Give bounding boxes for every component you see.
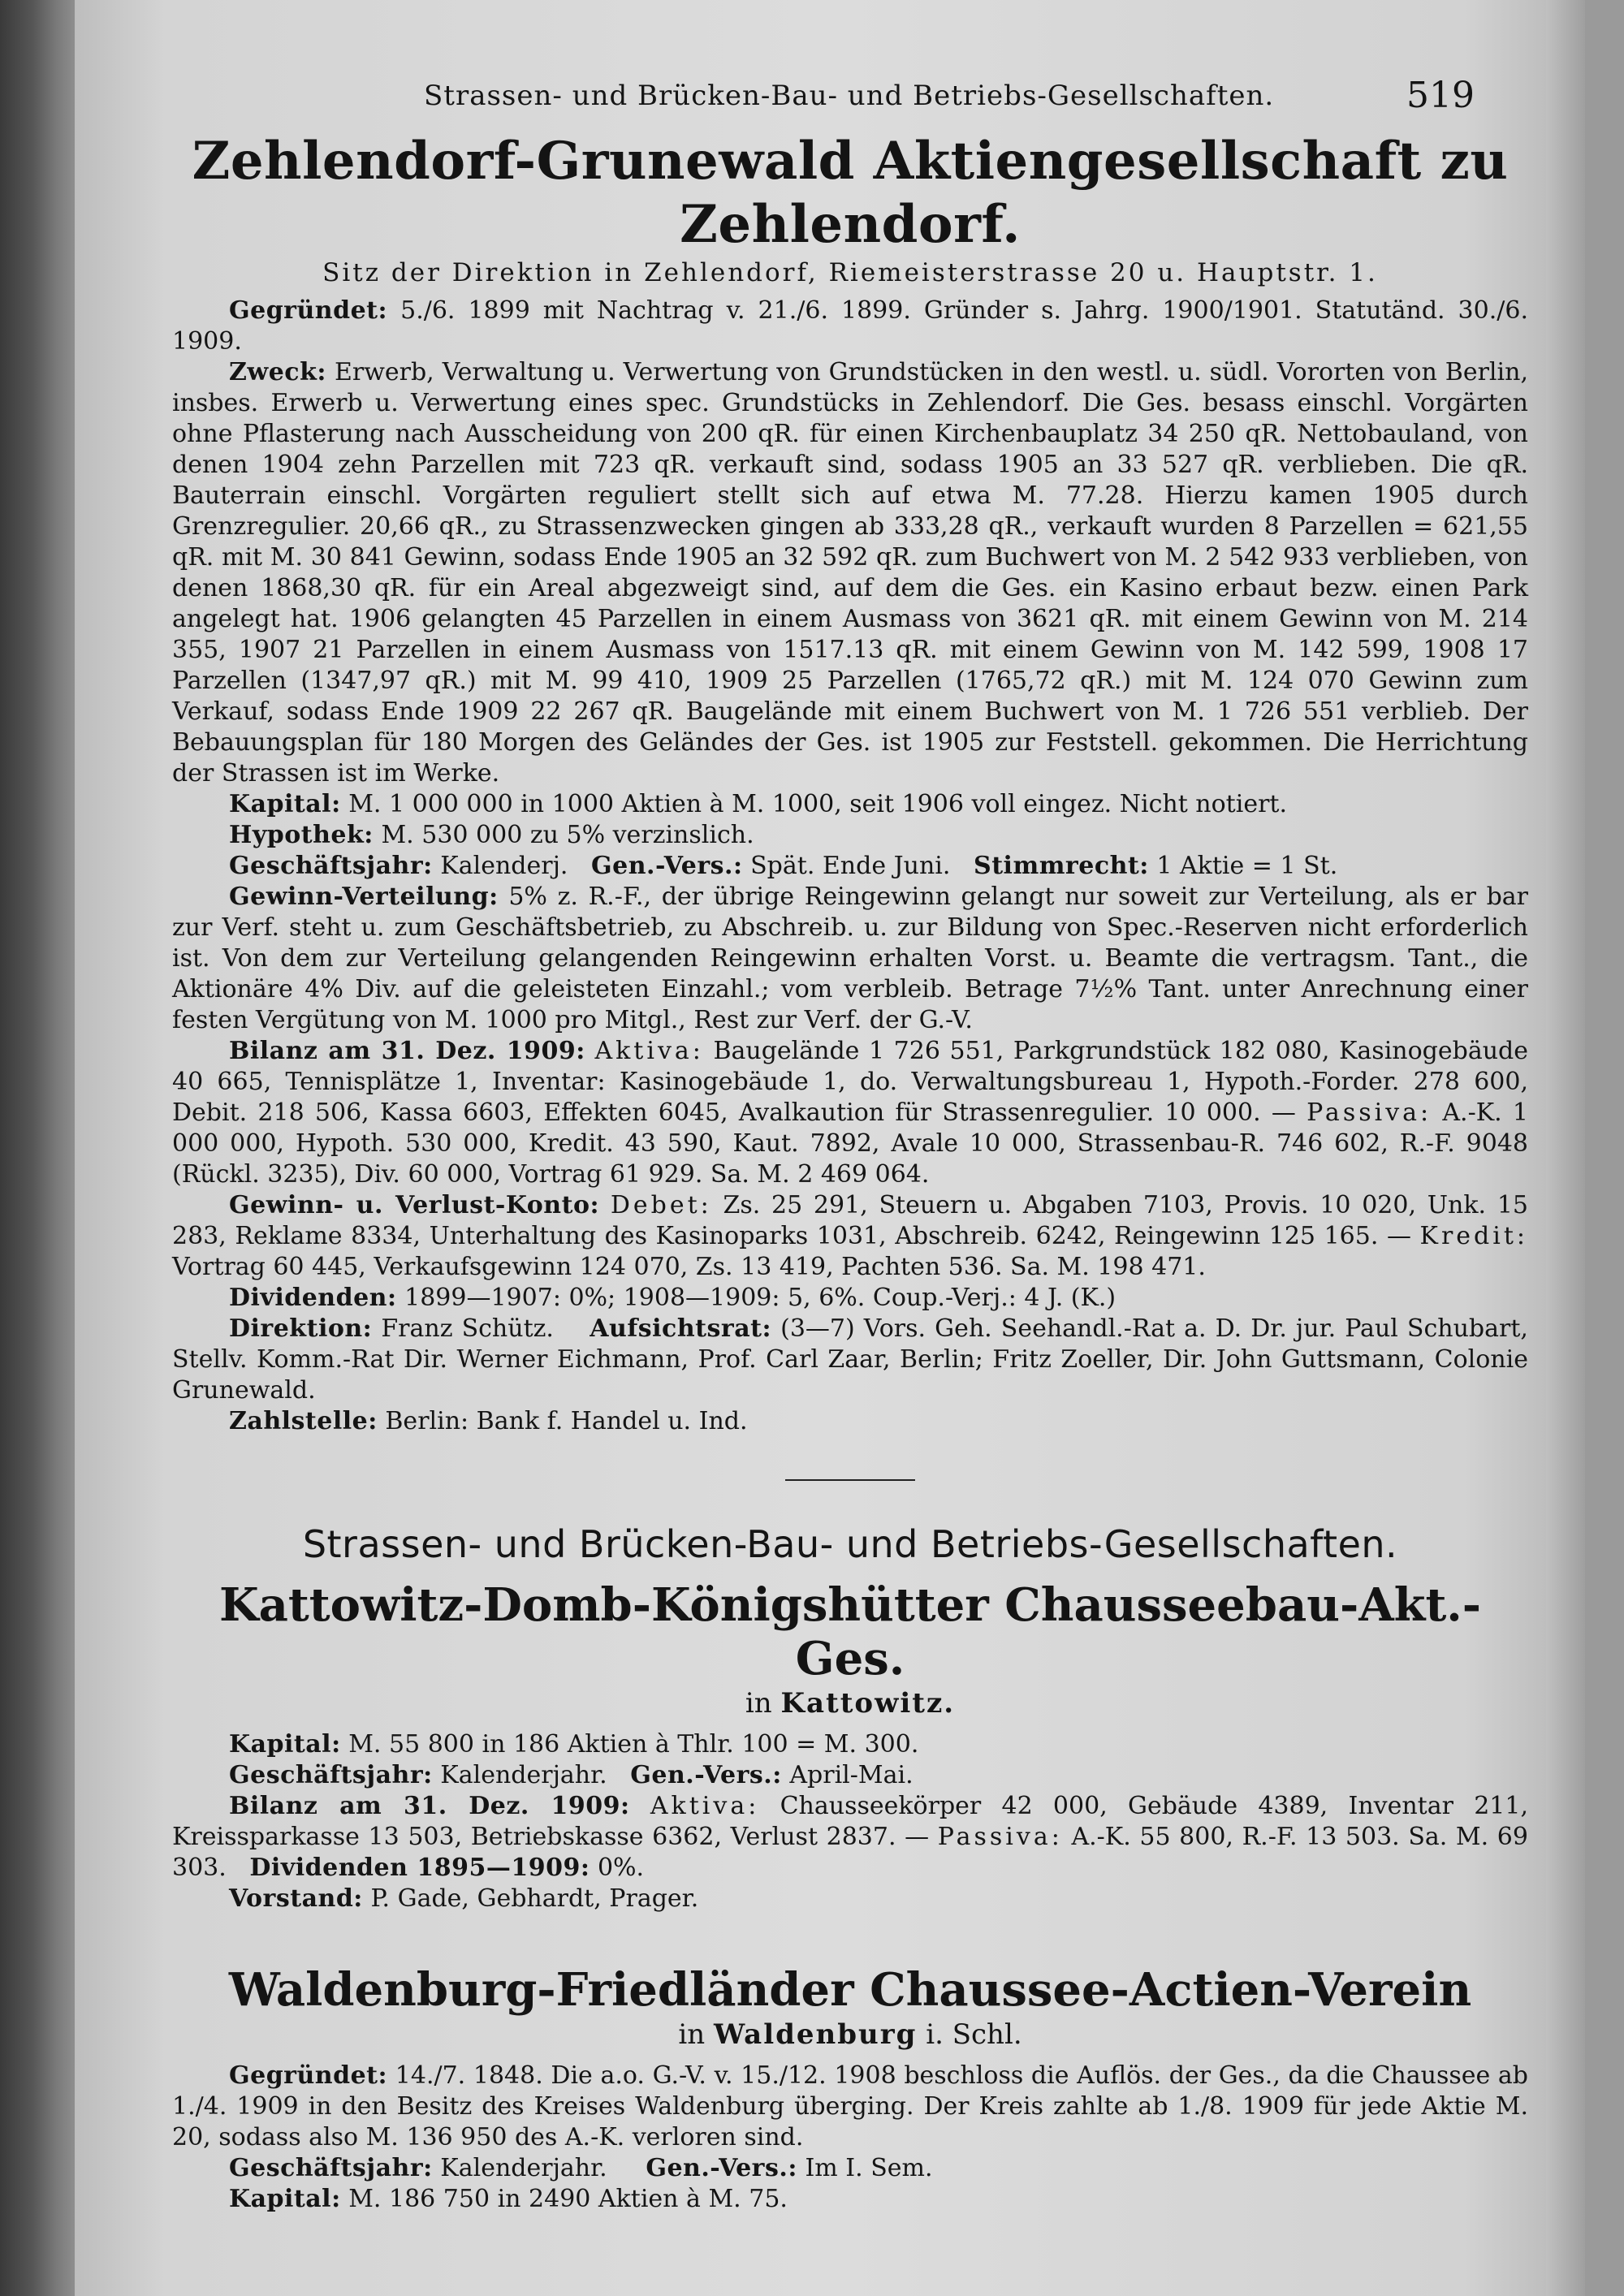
geschaeftsjahr-text: Kalenderjahr.	[440, 1761, 607, 1789]
zweck-label: Zweck:	[229, 358, 326, 386]
kapital-text: M. 186 750 in 2490 Aktien à M. 75.	[348, 2185, 788, 2213]
geschaeftsjahr-label: Geschäftsjahr:	[229, 1761, 433, 1789]
zahlstelle-label: Zahlstelle:	[229, 1407, 378, 1435]
guv-paragraph	[172, 1190, 1528, 1283]
place-name: Waldenburg	[713, 2018, 918, 2051]
kapital-paragraph	[172, 2184, 1528, 2215]
zweck-text: Erwerb, Verwaltung u. Verwertung von Grundstücken in den westl. u. südl. Vororten von Berlin, insbes. Erwerb u. Verwertung eines spec. Grundstücks in Zehlendorf. Die Ges. besass einschl. Vorgärten ohne Pflasterung nach Ausscheidung von 200 qR. für einen Kirchenbauplatz 34 250 qR. Nettobauland, von denen 1904 zehn Parzellen mit 723 qR. verkauft sind, sodass 1905 an 33 527 qR. verblieben. Die qR. Bauterrain einschl. Vorgärten reguliert stellt sich auf etwa M. 77.28. Hierzu kamen 1905 durch Grenzregulier. 20,66 qR., zu Strassenzwecken gingen ab 333,28 qR., verkauft wurden 8 Parzellen = 621,55 qR. mit M. 30 841 Gewinn, sodass Ende 1905 an 32 592 qR. zum Buchwert von M. 2 542 933 verblieben, von denen 1868,30 qR. für ein Areal abgezweigt sind, auf dem die Ges. ein Kasino erbaut bezw. einen Park angelegt hat. 1906 gelangten 45 Parzellen in einem Ausmass von 3621 qR. mit einem Gewinn von M. 214 355, 1907 21 Parzellen in einem Ausmass von 1517.13 qR. mit einem Gewinn von M. 142 599, 1908 17 Parzellen (1347,97 qR.) mit M. 99 410, 1909 25 Parzellen (1765,72 qR.) mit M. 124 070 Gewinn zum Verkauf, sodass Ende 1909 22 267 qR. Baugelände mit einem Buchwert von M. 1 726 551 verblieb. Der Bebauungsplan für 180 Morgen des Geländes der Ges. ist 1905 zur Feststell. gekommen. Die Herrichtung der Strassen ist im Werke.	[172, 358, 1528, 788]
section-title: Strassen- und Brücken-Bau- und Betriebs-Gesellschaften.	[302, 1522, 1398, 1566]
genvers-text: Im I. Sem.	[805, 2154, 933, 2182]
company-entry-zehlendorf	[172, 130, 1528, 1437]
page-header	[75, 75, 1585, 123]
place-prefix: in	[678, 2018, 706, 2051]
bilanz-paragraph	[172, 1036, 1528, 1190]
company-title: Waldenburg-Friedländer Chaussee-Actien-Verein	[228, 1963, 1472, 2017]
vorstand-label: Vorstand:	[229, 1884, 363, 1913]
genvers-text: April-Mai.	[789, 1761, 914, 1789]
aufsichtsrat-label: Aufsichtsrat:	[590, 1314, 772, 1343]
place-suffix: i. Schl.	[926, 2018, 1022, 2051]
dividenden-label: Dividenden:	[229, 1284, 397, 1312]
guv-label: Gewinn- u. Verlust-Konto:	[229, 1191, 600, 1219]
direktion-text: Franz Schütz.	[381, 1314, 554, 1343]
geschaeftsjahr-text: Kalenderjahr.	[440, 2154, 607, 2182]
geschaeftsjahr-paragraph	[172, 851, 1528, 882]
bilanz-label: Bilanz am 31. Dez. 1909:	[229, 1792, 630, 1820]
company-title: Kattowitz-Domb-Königshütter Chausseebau-Akt.-Ges.	[218, 1578, 1482, 1685]
hypothek-text: M. 530 000 zu 5% verzinslich.	[381, 821, 754, 849]
geschaeftsjahr-paragraph	[172, 1760, 1528, 1791]
bilanz-passiva-text: A.-K. 55 800, R.-F. 13 503. Sa. M. 69 303.	[172, 1823, 1528, 1882]
kapital-text: M. 55 800 in 186 Aktien à Thlr. 100 = M. 300.	[348, 1730, 919, 1759]
gegruendet-label: Gegründet:	[229, 296, 388, 325]
geschaeftsjahr-label: Geschäftsjahr:	[229, 2154, 433, 2182]
kapital-label: Kapital:	[229, 790, 341, 818]
genvers-label: Gen.-Vers.:	[591, 852, 743, 880]
gegruendet-paragraph	[172, 2061, 1528, 2153]
geschaeftsjahr-paragraph	[172, 2153, 1528, 2184]
vorstand-text: P. Gade, Gebhardt, Prager.	[370, 1884, 699, 1913]
page-number: 519	[1406, 75, 1475, 116]
kapital-paragraph	[172, 1729, 1528, 1760]
guv-debet-label: Debet:	[610, 1191, 712, 1219]
genvers-text: Spät. Ende Juni.	[750, 852, 951, 880]
bilanz-paragraph	[172, 1791, 1528, 1884]
hypothek-paragraph	[172, 820, 1528, 851]
kapital-label: Kapital:	[229, 2185, 341, 2213]
book-binding	[0, 0, 75, 2296]
vorstand-paragraph	[172, 1884, 1528, 1914]
zahlstelle-text: Berlin: Bank f. Handel u. Ind.	[385, 1407, 748, 1435]
page-content	[172, 130, 1528, 2215]
gegruendet-label: Gegründet:	[229, 2061, 388, 2090]
gegruendet-text: 14./7. 1848. Die a.o. G.-V. v. 15./12. 1908 beschloss die Auflös. der Ges., da die Chaussee ab 1./4. 1909 in den Besitz des Kreises Waldenburg überging. Der Kreis zahlte ab 1./8. 1909 für jede Aktie M. 20, sodass also M. 136 950 des A.-K. verloren sind.	[172, 2061, 1528, 2151]
dividenden-label: Dividenden 1895—1909:	[249, 1854, 590, 1882]
bilanz-passiva-label: Passiva:	[1307, 1098, 1432, 1127]
genvers-label: Gen.-Vers.:	[646, 2154, 797, 2182]
bilanz-aktiva-label: Aktiva:	[650, 1792, 760, 1820]
bilanz-aktiva-text: Baugelände 1 726 551, Parkgrundstück 182 080, Kasinogebäude 40 665, Tennisplätze 1, Inventar: Kasinogebäude 1, do. Verwaltungsbureau 1, Hypoth.-Forder. 278 600, Debit. 218 506, Kassa 6603, Effekten 6045, Avalkaution für Strassenregulier. 10 000. —	[172, 1037, 1528, 1127]
spacer	[172, 1914, 1528, 1963]
guv-kredit-label: Kredit:	[1419, 1222, 1528, 1250]
guv-debet-text: Zs. 25 291, Steuern u. Abgaben 7103, Provis. 10 020, Unk. 15 283, Reklame 8334, Unterhaltung des Kasinoparks 1031, Abschreib. 6242, Reingewinn 125 165. —	[172, 1191, 1528, 1250]
gewinnverteilung-text: 5% z. R.-F., der übrige Reingewinn gelangt nur soweit zur Verteilung, als er bar zur Verf. steht u. zum Geschäftsbetrieb, zu Abschreib. u. zur Bildung von Spec.-Reserven nicht erforderlich ist. Von dem zur Verteilung gelangenden Reingewinn erhalten Vorst. u. Beamte die vertragsm. Tant., die Aktionäre 4% Div. auf die geleisteten Einzahl.; vom verbleib. Betrage 7½% Tant. unter Anrechnung einer festen Vergütung von M. 1000 pro Mitgl., Rest zur Verf. der G.-V.	[172, 883, 1528, 1034]
dividenden-paragraph	[172, 1283, 1528, 1314]
company-place	[172, 2017, 1528, 2052]
kapital-text: M. 1 000 000 in 1000 Aktien à M. 1000, seit 1906 voll eingez. Nicht notiert.	[348, 790, 1288, 818]
geschaeftsjahr-text: Kalenderj.	[440, 852, 568, 880]
company-entry-waldenburg	[172, 1963, 1528, 2215]
stimmrecht-text: 1 Aktie = 1 St.	[1156, 852, 1338, 880]
gegruendet-text: 5./6. 1899 mit Nachtrag v. 21./6. 1899. Gründer s. Jahrg. 1900/1901. Statutänd. 30./6. 1909.	[172, 296, 1528, 356]
company-entry-kattowitz	[172, 1578, 1528, 1914]
stimmrecht-label: Stimmrecht:	[974, 852, 1149, 880]
bilanz-passiva-label: Passiva:	[937, 1823, 1063, 1851]
zahlstelle-paragraph	[172, 1406, 1528, 1437]
hypothek-label: Hypothek:	[229, 821, 374, 849]
company-title: Zehlendorf-Grunewald Aktiengesellschaft zu Zehlendorf.	[192, 131, 1509, 255]
genvers-label: Gen.-Vers.:	[630, 1761, 782, 1789]
kapital-paragraph	[172, 789, 1528, 820]
bilanz-passiva-text: A.-K. 1 000 000, Hypoth. 530 000, Kredit. 43 590, Kaut. 7892, Avale 10 000, Strassenbau-R. 746 602, R.-F. 9048 (Rückl. 3235), Div. 60 000, Vortrag 61 929. Sa. M. 2 469 064.	[172, 1098, 1528, 1189]
company-seat: Sitz der Direktion in Zehlendorf, Riemeisterstrasse 20 u. Hauptstr. 1.	[322, 258, 1378, 287]
place-prefix: in	[745, 1687, 772, 1720]
bilanz-aktiva-label: Aktiva:	[594, 1037, 704, 1065]
page-edge	[1546, 0, 1585, 2296]
gewinnverteilung-label: Gewinn-Verteilung:	[229, 883, 499, 911]
document-page	[75, 0, 1585, 2296]
running-title: Strassen- und Brücken-Bau- und Betriebs-Gesellschaften.	[424, 80, 1275, 112]
zweck-paragraph	[172, 357, 1528, 789]
bilanz-label: Bilanz am 31. Dez. 1909:	[229, 1037, 585, 1065]
geschaeftsjahr-label: Geschäftsjahr:	[229, 852, 433, 880]
dividenden-text: 1899—1907: 0%; 1908—1909: 5, 6%. Coup.-Verj.: 4 J. (K.)	[404, 1284, 1116, 1312]
direktion-label: Direktion:	[229, 1314, 373, 1343]
aufsichtsrat-text: (3—7) Vors. Geh. Seehandl.-Rat a. D. Dr. jur. Paul Schubart, Stellv. Komm.-Rat Dir. Werner Eichmann, Prof. Carl Zaar, Berlin; Fritz Zoeller, Dir. John Guttsmann, Colonie Grunewald.	[172, 1314, 1528, 1405]
place-name: Kattowitz.	[780, 1687, 956, 1720]
section-divider	[785, 1479, 915, 1481]
gegruendet-paragraph	[172, 296, 1528, 357]
gewinnverteilung-paragraph	[172, 882, 1528, 1036]
bilanz-aktiva-text: Chausseekörper 42 000, Gebäude 4389, Inventar 211, Kreissparkasse 13 503, Betriebskasse 6362, Verlust 2837. —	[172, 1792, 1528, 1851]
company-place	[172, 1685, 1528, 1721]
direktion-paragraph	[172, 1314, 1528, 1406]
guv-kredit-text: Vortrag 60 445, Verkaufsgewinn 124 070, Zs. 13 419, Pachten 536. Sa. M. 198 471.	[172, 1253, 1206, 1281]
kapital-label: Kapital:	[229, 1730, 341, 1759]
dividenden-text: 0%.	[597, 1854, 645, 1882]
